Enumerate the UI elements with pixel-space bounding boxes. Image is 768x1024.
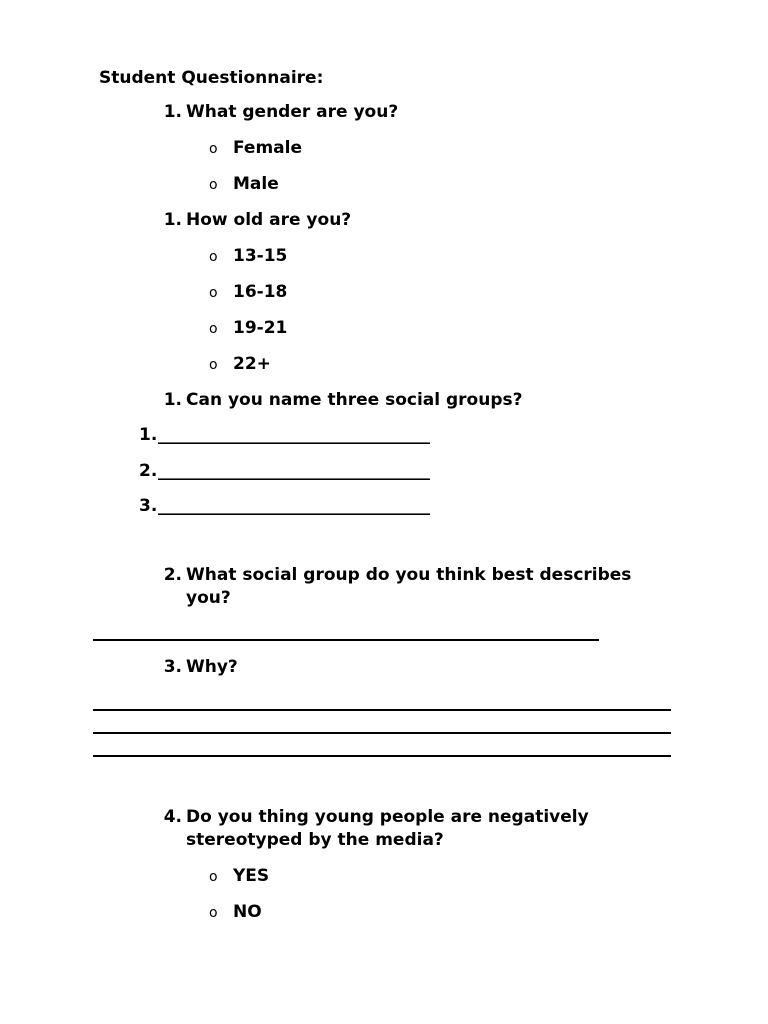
answer-line[interactable] xyxy=(93,732,671,734)
bullet-icon: o xyxy=(209,177,218,193)
question-best-describes-cont: you? xyxy=(186,588,231,608)
question-number: 2. xyxy=(163,565,182,585)
bullet-icon: o xyxy=(209,285,218,301)
answer-blank-3[interactable]: ________________________________ xyxy=(158,496,430,516)
option-yes[interactable]: YES xyxy=(233,866,270,886)
question-media: Do you thing young people are negatively xyxy=(186,807,589,827)
answer-blank-1[interactable]: ________________________________ xyxy=(158,425,430,445)
bullet-icon: o xyxy=(209,869,218,885)
question-number: 3. xyxy=(163,657,182,677)
option-16-18[interactable]: 16-18 xyxy=(233,282,288,302)
option-no[interactable]: NO xyxy=(233,902,262,922)
question-number: 1. xyxy=(163,102,182,122)
option-19-21[interactable]: 19-21 xyxy=(233,318,288,338)
option-male[interactable]: Male xyxy=(233,174,279,194)
question-best-describes: What social group do you think best describes xyxy=(186,565,632,585)
question-social-groups: Can you name three social groups? xyxy=(186,390,523,410)
question-number: 4. xyxy=(163,807,182,827)
question-why: Why? xyxy=(186,657,238,677)
answer-line[interactable] xyxy=(93,709,671,711)
answer-blank-2[interactable]: ________________________________ xyxy=(158,461,430,481)
bullet-icon: o xyxy=(209,357,218,373)
bullet-icon: o xyxy=(209,905,218,921)
answer-line[interactable] xyxy=(93,639,599,641)
blank-number: 2. xyxy=(139,461,158,481)
bullet-icon: o xyxy=(209,249,218,265)
bullet-icon: o xyxy=(209,141,218,157)
question-number: 1. xyxy=(163,210,182,230)
blank-number: 1. xyxy=(139,425,158,445)
option-22-plus[interactable]: 22+ xyxy=(233,354,271,374)
question-number: 1. xyxy=(163,390,182,410)
bullet-icon: o xyxy=(209,321,218,337)
option-13-15[interactable]: 13-15 xyxy=(233,246,288,266)
option-female[interactable]: Female xyxy=(233,138,302,158)
question-age: How old are you? xyxy=(186,210,352,230)
question-gender: What gender are you? xyxy=(186,102,399,122)
blank-number: 3. xyxy=(139,496,158,516)
answer-line[interactable] xyxy=(93,755,671,757)
page-title: Student Questionnaire: xyxy=(99,68,324,88)
question-media-cont: stereotyped by the media? xyxy=(186,830,444,850)
